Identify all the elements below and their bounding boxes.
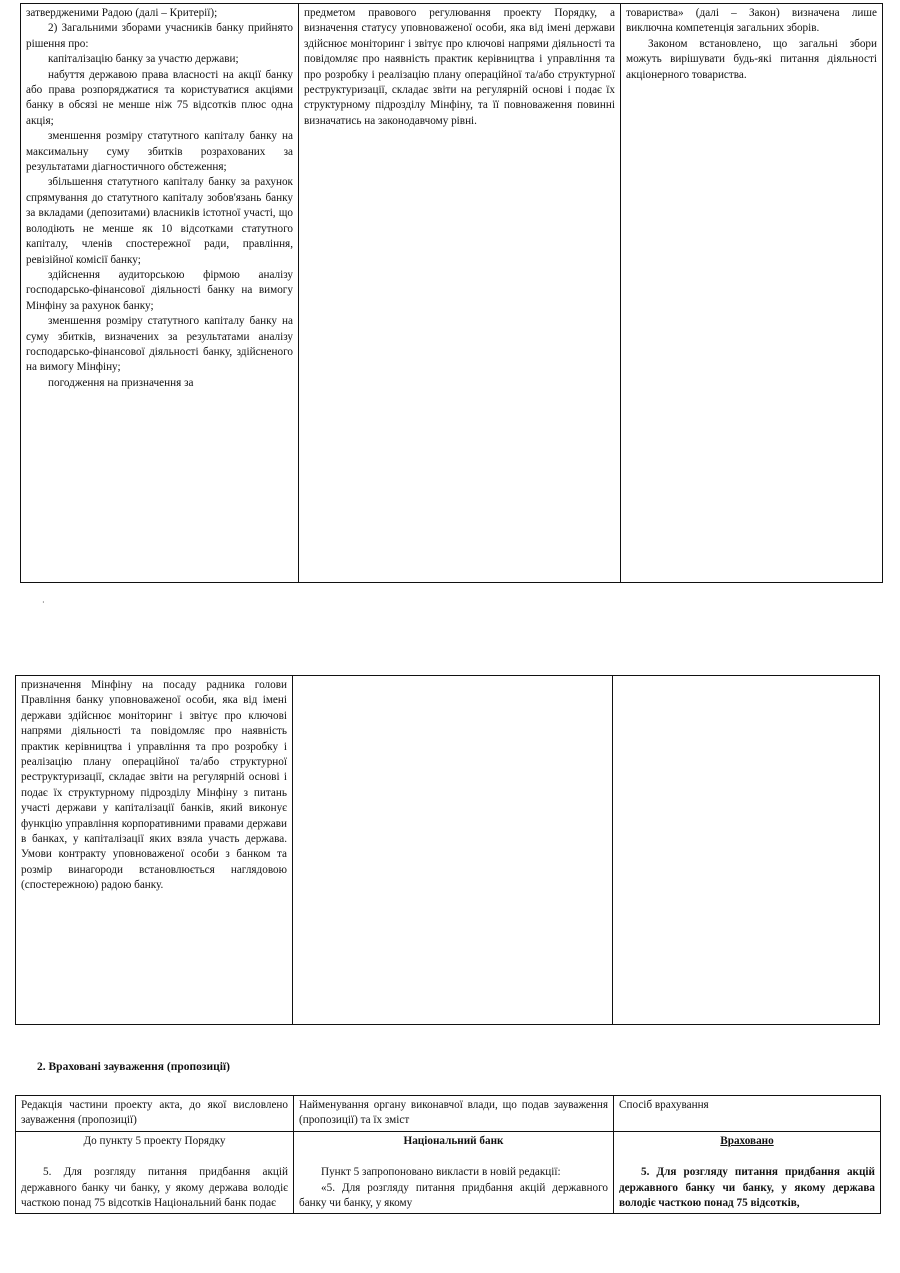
paragraph: затвердженими Радою (далі – Критерії); xyxy=(26,7,218,19)
scan-speck: · xyxy=(42,598,45,607)
draft-text: 5. Для розгляду питання придбання акцій державного банку чи банку, у якому держава володіє часткою понад 75 відсотків Національний банк подає xyxy=(21,1166,288,1210)
column-header: Спосіб врахування xyxy=(614,1096,881,1132)
accepted-remarks-table xyxy=(15,1095,881,1214)
authority-name: Національний банк xyxy=(403,1134,504,1147)
paragraph: погодження на призначення за xyxy=(48,376,194,389)
table-header-row xyxy=(16,1096,881,1132)
table2-cell-empty xyxy=(613,676,880,1025)
table-row xyxy=(21,4,883,583)
table3-cell-authority xyxy=(294,1131,614,1214)
paragraph: предметом правового регулювання проекту Порядку, а визначення статусу уповноваженої особи, яка від імені держави здійснює моніторинг і звітує про ключові напрями діяльності та повідомляє про наявність практик керівництва і управління та про розробку і реалізацію плану операційної та/або структурної реструктуризації, складає звіти на регулярній основі і подає їх структурному підрозділу Мінфіну, та її повноваження повинні визначатись на законодавчому рівні. xyxy=(304,7,615,127)
row-label: До пункту 5 проекту Порядку xyxy=(83,1134,226,1147)
table2-cell-empty xyxy=(293,676,613,1025)
paragraph: капіталізацію банку за участю держави; xyxy=(48,53,239,66)
status-label: Враховано xyxy=(720,1134,774,1147)
paragraph: 2) Загальними зборами учасників банку прийнято рішення про: xyxy=(26,22,293,50)
table3-cell-status xyxy=(614,1131,881,1214)
table3-cell-draft xyxy=(16,1131,294,1214)
table-row xyxy=(16,676,880,1025)
table1-cell-remarks xyxy=(299,4,621,583)
column-header: Найменування органу виконавчої влади, що подав зауваження (пропозиції) та їх зміст xyxy=(294,1096,614,1132)
paragraph: зменшення розміру статутного капіталу банку на суму збитків, визначених за результатами аналізу господарсько-фінансової діяльності банку, здійсненого на вимогу Мінфіну; xyxy=(26,315,293,374)
remark-text: Пункт 5 запропоновано викласти в новій редакції: xyxy=(321,1166,561,1179)
table1-cell-draft-text xyxy=(21,4,299,583)
paragraph: Законом встановлено, що загальні збори можуть вирішувати будь-які питання діяльності акціонерного товариства. xyxy=(626,37,877,81)
paragraph: товариства» (далі – Закон) визначена лише виключна компетенція загальних зборів. xyxy=(626,7,877,35)
comparison-table-part1 xyxy=(20,3,883,583)
paragraph: зменшення розміру статутного капіталу банку на максимальну суму збитків розрахованих за результатами діагностичного обстеження; xyxy=(26,130,293,174)
response-text: 5. Для розгляду питання придбання акцій державного банку чи банку, у якому держава володіє часткою понад 75 відсотків, xyxy=(619,1166,875,1210)
paragraph: здійснення аудиторською фірмою аналізу господарсько-фінансової діяльності банку на вимогу Мінфіну за рахунок банку; xyxy=(26,268,293,312)
table-row xyxy=(16,1131,881,1214)
paragraph: набуття державою права власності на акції банку або права розпоряджатися та користуватися акціями банку в обсязі не менше ніж 75 відсотків плюс одна акція; xyxy=(26,68,293,127)
table2-text: призначення Мінфіну на посаду радника голови Правління банку уповноваженої особи, яка від імені держави здійснює моніторинг і звітує про ключові напрями діяльності та повідомляє про наявність практик керівництва і управління та про розробку і реалізацію плану операційної та/або структурної реструктуризації, складає звіти на регулярній основі і подає їх структурному підрозділу Мінфіну з питань участі держави у капіталізації банків, який виконує функцію управління корпоративними правами держави в банках, у капіталізації яких взяла участь держава. Умови контракту уповноваженої особи з банком та розмір винагороди встановлюється наглядовою (спостережною) радою банку. xyxy=(21,679,287,892)
table1-cell-response xyxy=(621,4,883,583)
section-heading: 2. Враховані зауваження (пропозиції) xyxy=(37,1061,230,1073)
comparison-table-part2 xyxy=(15,675,880,1025)
column-header: Редакція частини проекту акта, до якої висловлено зауваження (пропозиції) xyxy=(16,1096,294,1132)
remark-text: «5. Для розгляду питання придбання акцій державного банку чи банку, у якому xyxy=(299,1181,608,1210)
paragraph: збільшення статутного капіталу банку за рахунок спрямування до статутного капіталу зобов'язань банку за вкладами (депозитами) власників істотної участі, що володіють не менше як 10 відсотками статутного капіталу, членів спостережної ради, правління, ревізійної комісії банку; xyxy=(26,176,293,266)
table2-cell-draft-text xyxy=(16,676,293,1025)
